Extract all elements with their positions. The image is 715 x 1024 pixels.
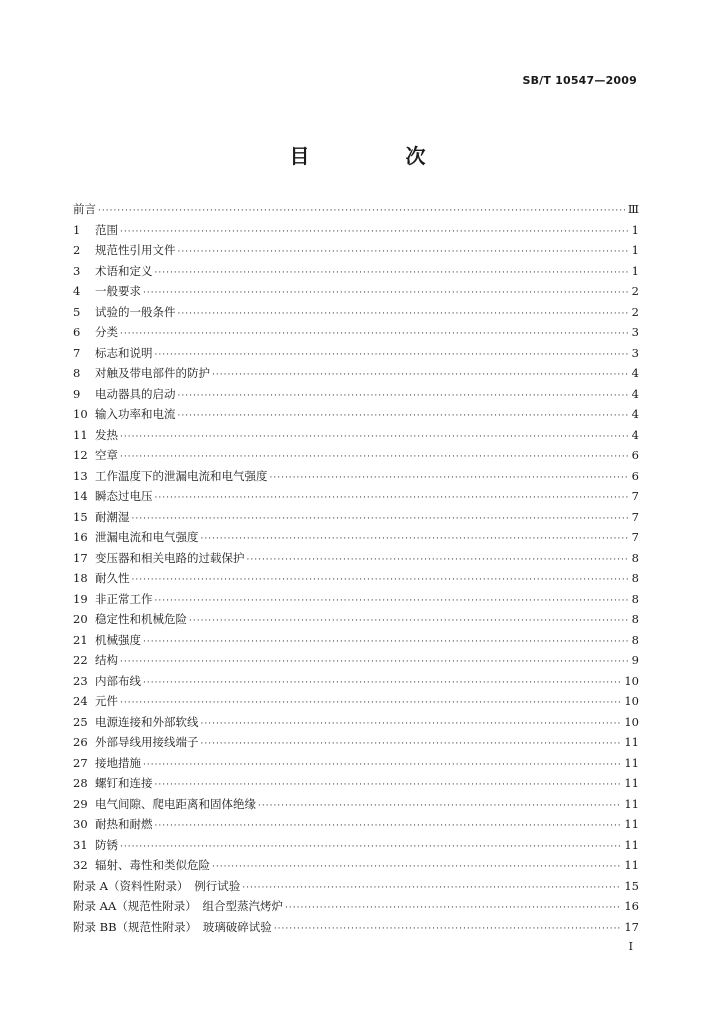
toc-entry-page: 17 — [624, 919, 639, 934]
toc-entry-number: 17 — [73, 550, 88, 565]
toc-dot-leader — [120, 657, 628, 667]
toc-entry-title: 工作温度下的泄漏电流和电气强度 — [95, 468, 268, 483]
toc-entry-page: 7 — [631, 530, 639, 544]
toc-entry-page: 3 — [631, 345, 639, 360]
toc-entry-title: 耐久性 — [95, 571, 130, 585]
toc-entry-page: 8 — [631, 550, 639, 565]
toc-entry-page: 10 — [624, 714, 639, 729]
toc-entry-page: 11 — [624, 858, 639, 872]
toc-entry-page: 3 — [631, 325, 639, 339]
toc-entry[interactable] — [73, 714, 639, 735]
toc-entry-page: 6 — [631, 468, 639, 483]
toc-dot-leader — [212, 370, 628, 380]
toc-entry-page: 1 — [631, 222, 639, 237]
toc-dot-leader — [120, 432, 628, 442]
toc-dot-leader — [201, 534, 629, 544]
toc-entry[interactable] — [73, 796, 639, 817]
toc-entry[interactable] — [73, 509, 639, 530]
toc-entry-page: 11 — [624, 776, 639, 790]
toc-entry-number: 19 — [73, 591, 88, 606]
toc-entry-number: 2 — [73, 243, 81, 257]
toc-entry-number: 27 — [73, 755, 88, 770]
toc-dot-leader — [98, 206, 625, 216]
toc-entry-title: 瞬态过电压 — [95, 489, 153, 503]
toc-dot-leader — [155, 350, 629, 360]
toc-entry[interactable] — [73, 734, 639, 755]
table-of-contents — [73, 201, 639, 939]
toc-entry-number: 20 — [73, 612, 88, 626]
toc-entry-page: 11 — [624, 755, 639, 770]
toc-dot-leader — [143, 288, 628, 298]
toc-entry[interactable] — [73, 283, 639, 304]
page-number: I — [628, 940, 633, 953]
toc-dot-leader — [178, 391, 629, 401]
toc-entry[interactable] — [73, 304, 639, 325]
toc-entry-number: 30 — [73, 817, 88, 831]
toc-entry-title: 附录 A（资料性附录） 例行试验 — [73, 878, 241, 893]
toc-entry-title: 标志和说明 — [95, 345, 153, 360]
toc-entry-number: 10 — [73, 407, 88, 421]
toc-entry[interactable] — [73, 919, 639, 940]
toc-entry-page: 16 — [624, 899, 639, 913]
toc-dot-leader — [132, 514, 629, 524]
toc-entry-page: 11 — [624, 796, 639, 811]
toc-entry-page: 10 — [624, 673, 639, 688]
toc-dot-leader — [120, 698, 621, 708]
toc-entry-page: 8 — [631, 571, 639, 585]
toc-entry-page: Ⅲ — [627, 202, 639, 216]
toc-entry[interactable] — [73, 570, 639, 591]
toc-entry[interactable] — [73, 365, 639, 386]
toc-dot-leader — [132, 575, 629, 585]
toc-entry-title: 对触及带电部件的防护 — [95, 366, 210, 380]
toc-entry-number: 12 — [73, 448, 88, 462]
toc-entry-page: 1 — [631, 263, 639, 278]
toc-entry-page: 2 — [631, 304, 639, 319]
toc-dot-leader — [155, 780, 622, 790]
toc-entry[interactable] — [73, 591, 639, 612]
toc-entry-title: 泄漏电流和电气强度 — [95, 530, 199, 544]
toc-entry[interactable] — [73, 837, 639, 858]
toc-entry-page: 7 — [631, 509, 639, 524]
toc-entry-title: 变压器和相关电路的过载保护 — [95, 550, 245, 565]
toc-entry[interactable] — [73, 222, 639, 243]
toc-dot-leader — [143, 637, 628, 647]
toc-entry-title: 外部导线用接线端子 — [95, 735, 199, 749]
toc-entry-title: 辐射、毒性和类似危险 — [95, 858, 210, 872]
toc-entry[interactable] — [73, 242, 639, 263]
toc-entry-number: 23 — [73, 673, 88, 688]
toc-entry-number: 26 — [73, 735, 88, 749]
toc-entry-page: 2 — [631, 284, 639, 298]
toc-entry-title: 元件 — [95, 694, 118, 708]
toc-entry[interactable] — [73, 898, 639, 919]
toc-entry-number: 4 — [73, 284, 81, 298]
toc-entry-number: 25 — [73, 714, 88, 729]
toc-entry[interactable] — [73, 755, 639, 776]
toc-dot-leader — [258, 801, 621, 811]
toc-dot-leader — [120, 329, 628, 339]
toc-dot-leader — [143, 678, 621, 688]
toc-entry-page: 8 — [631, 612, 639, 626]
toc-entry-title: 内部布线 — [95, 673, 141, 688]
toc-entry[interactable] — [73, 632, 639, 653]
toc-entry[interactable] — [73, 406, 639, 427]
toc-entry[interactable] — [73, 386, 639, 407]
toc-entry-title: 发热 — [95, 427, 118, 442]
toc-entry-title: 电动器具的启动 — [95, 386, 176, 401]
toc-dot-leader — [270, 473, 629, 483]
toc-entry[interactable] — [73, 447, 639, 468]
toc-entry-number: 18 — [73, 571, 88, 585]
toc-entry-page: 15 — [624, 878, 639, 893]
toc-entry[interactable] — [73, 345, 639, 366]
toc-dot-leader — [178, 411, 629, 421]
toc-dot-leader — [155, 596, 629, 606]
toc-entry-page: 8 — [631, 632, 639, 647]
toc-entry[interactable] — [73, 468, 639, 489]
toc-entry[interactable] — [73, 427, 639, 448]
toc-entry[interactable] — [73, 652, 639, 673]
toc-entry-title: 防锈 — [95, 837, 118, 852]
toc-entry-title: 接地措施 — [95, 755, 141, 770]
toc-dot-leader — [247, 555, 629, 565]
toc-entry-title: 附录 AA（规范性附录） 组合型蒸汽烤炉 — [73, 899, 284, 913]
toc-entry-page: 11 — [624, 817, 639, 831]
toc-dot-leader — [120, 227, 628, 237]
toc-dot-leader — [155, 493, 629, 503]
toc-dot-leader — [155, 821, 622, 831]
toc-entry-title: 非正常工作 — [95, 591, 153, 606]
toc-entry-page: 9 — [631, 653, 639, 667]
toc-entry-number: 11 — [73, 427, 88, 442]
toc-entry-title: 规范性引用文件 — [95, 243, 176, 257]
toc-entry[interactable] — [73, 324, 639, 345]
toc-entry-title: 机械强度 — [95, 632, 141, 647]
toc-entry-page: 6 — [631, 448, 639, 462]
toc-dot-leader — [143, 760, 621, 770]
toc-entry-title: 耐热和耐燃 — [95, 817, 153, 831]
toc-dot-leader — [201, 739, 622, 749]
toc-entry[interactable] — [73, 611, 639, 632]
toc-entry-title: 术语和定义 — [95, 263, 153, 278]
toc-entry-number: 1 — [73, 222, 81, 237]
toc-entry-title: 分类 — [95, 325, 118, 339]
toc-entry-title: 试验的一般条件 — [95, 304, 176, 319]
toc-dot-leader — [212, 862, 621, 872]
toc-entry-title: 前言 — [73, 202, 96, 216]
toc-entry-number: 21 — [73, 632, 88, 647]
toc-entry[interactable] — [73, 263, 639, 284]
toc-entry[interactable] — [73, 878, 639, 899]
standard-code: SB/T 10547—2009 — [522, 74, 637, 87]
toc-dot-leader — [189, 616, 628, 626]
toc-entry-number: 3 — [73, 263, 81, 278]
toc-entry[interactable] — [73, 201, 639, 222]
toc-dot-leader — [155, 268, 629, 278]
toc-entry-title: 附录 BB（规范性附录） 玻璃破碎试验 — [73, 919, 272, 934]
toc-entry-page: 4 — [631, 407, 639, 421]
toc-entry-number: 14 — [73, 489, 88, 503]
toc-entry-page: 10 — [624, 694, 639, 708]
toc-dot-leader — [201, 719, 622, 729]
toc-entry-number: 24 — [73, 694, 88, 708]
toc-entry-number: 7 — [73, 345, 81, 360]
toc-entry-page: 8 — [631, 591, 639, 606]
toc-entry-number: 15 — [73, 509, 88, 524]
toc-entry-title: 空章 — [95, 448, 118, 462]
toc-dot-leader — [120, 842, 621, 852]
toc-dot-leader — [274, 924, 622, 934]
toc-dot-leader — [242, 883, 621, 893]
toc-entry-page: 4 — [631, 366, 639, 380]
toc-entry-page: 11 — [624, 735, 639, 749]
toc-entry-number: 28 — [73, 776, 88, 790]
toc-entry-page: 11 — [624, 837, 639, 852]
toc-entry[interactable] — [73, 693, 639, 714]
toc-entry[interactable] — [73, 775, 639, 796]
toc-entry-page: 7 — [631, 489, 639, 503]
toc-entry-title: 结构 — [95, 653, 118, 667]
toc-entry-title: 范围 — [95, 222, 118, 237]
toc-entry-title: 一般要求 — [95, 284, 141, 298]
toc-entry-number: 31 — [73, 837, 88, 852]
page-title: 目 次 — [289, 144, 464, 168]
toc-entry[interactable] — [73, 488, 639, 509]
toc-entry-page: 1 — [631, 243, 639, 257]
toc-dot-leader — [178, 247, 629, 257]
toc-entry-number: 6 — [73, 325, 81, 339]
toc-entry-number: 9 — [73, 386, 81, 401]
toc-entry[interactable] — [73, 673, 639, 694]
toc-entry-title: 耐潮湿 — [95, 509, 130, 524]
toc-entry-title: 电气间隙、爬电距离和固体绝缘 — [95, 796, 256, 811]
toc-entry-number: 16 — [73, 530, 88, 544]
toc-dot-leader — [285, 903, 621, 913]
toc-entry[interactable] — [73, 529, 639, 550]
toc-entry-number: 5 — [73, 304, 81, 319]
toc-entry-title: 螺钉和连接 — [95, 776, 153, 790]
toc-entry-number: 22 — [73, 653, 88, 667]
toc-dot-leader — [120, 452, 628, 462]
toc-entry[interactable] — [73, 816, 639, 837]
toc-entry[interactable] — [73, 550, 639, 571]
toc-entry[interactable] — [73, 857, 639, 878]
toc-entry-title: 输入功率和电流 — [95, 407, 176, 421]
toc-entry-number: 32 — [73, 858, 88, 872]
toc-entry-page: 4 — [631, 427, 639, 442]
toc-entry-title: 稳定性和机械危险 — [95, 612, 187, 626]
toc-entry-number: 8 — [73, 366, 81, 380]
toc-entry-number: 13 — [73, 468, 88, 483]
toc-entry-number: 29 — [73, 796, 88, 811]
toc-entry-title: 电源连接和外部软线 — [95, 714, 199, 729]
toc-entry-page: 4 — [631, 386, 639, 401]
toc-dot-leader — [178, 309, 629, 319]
